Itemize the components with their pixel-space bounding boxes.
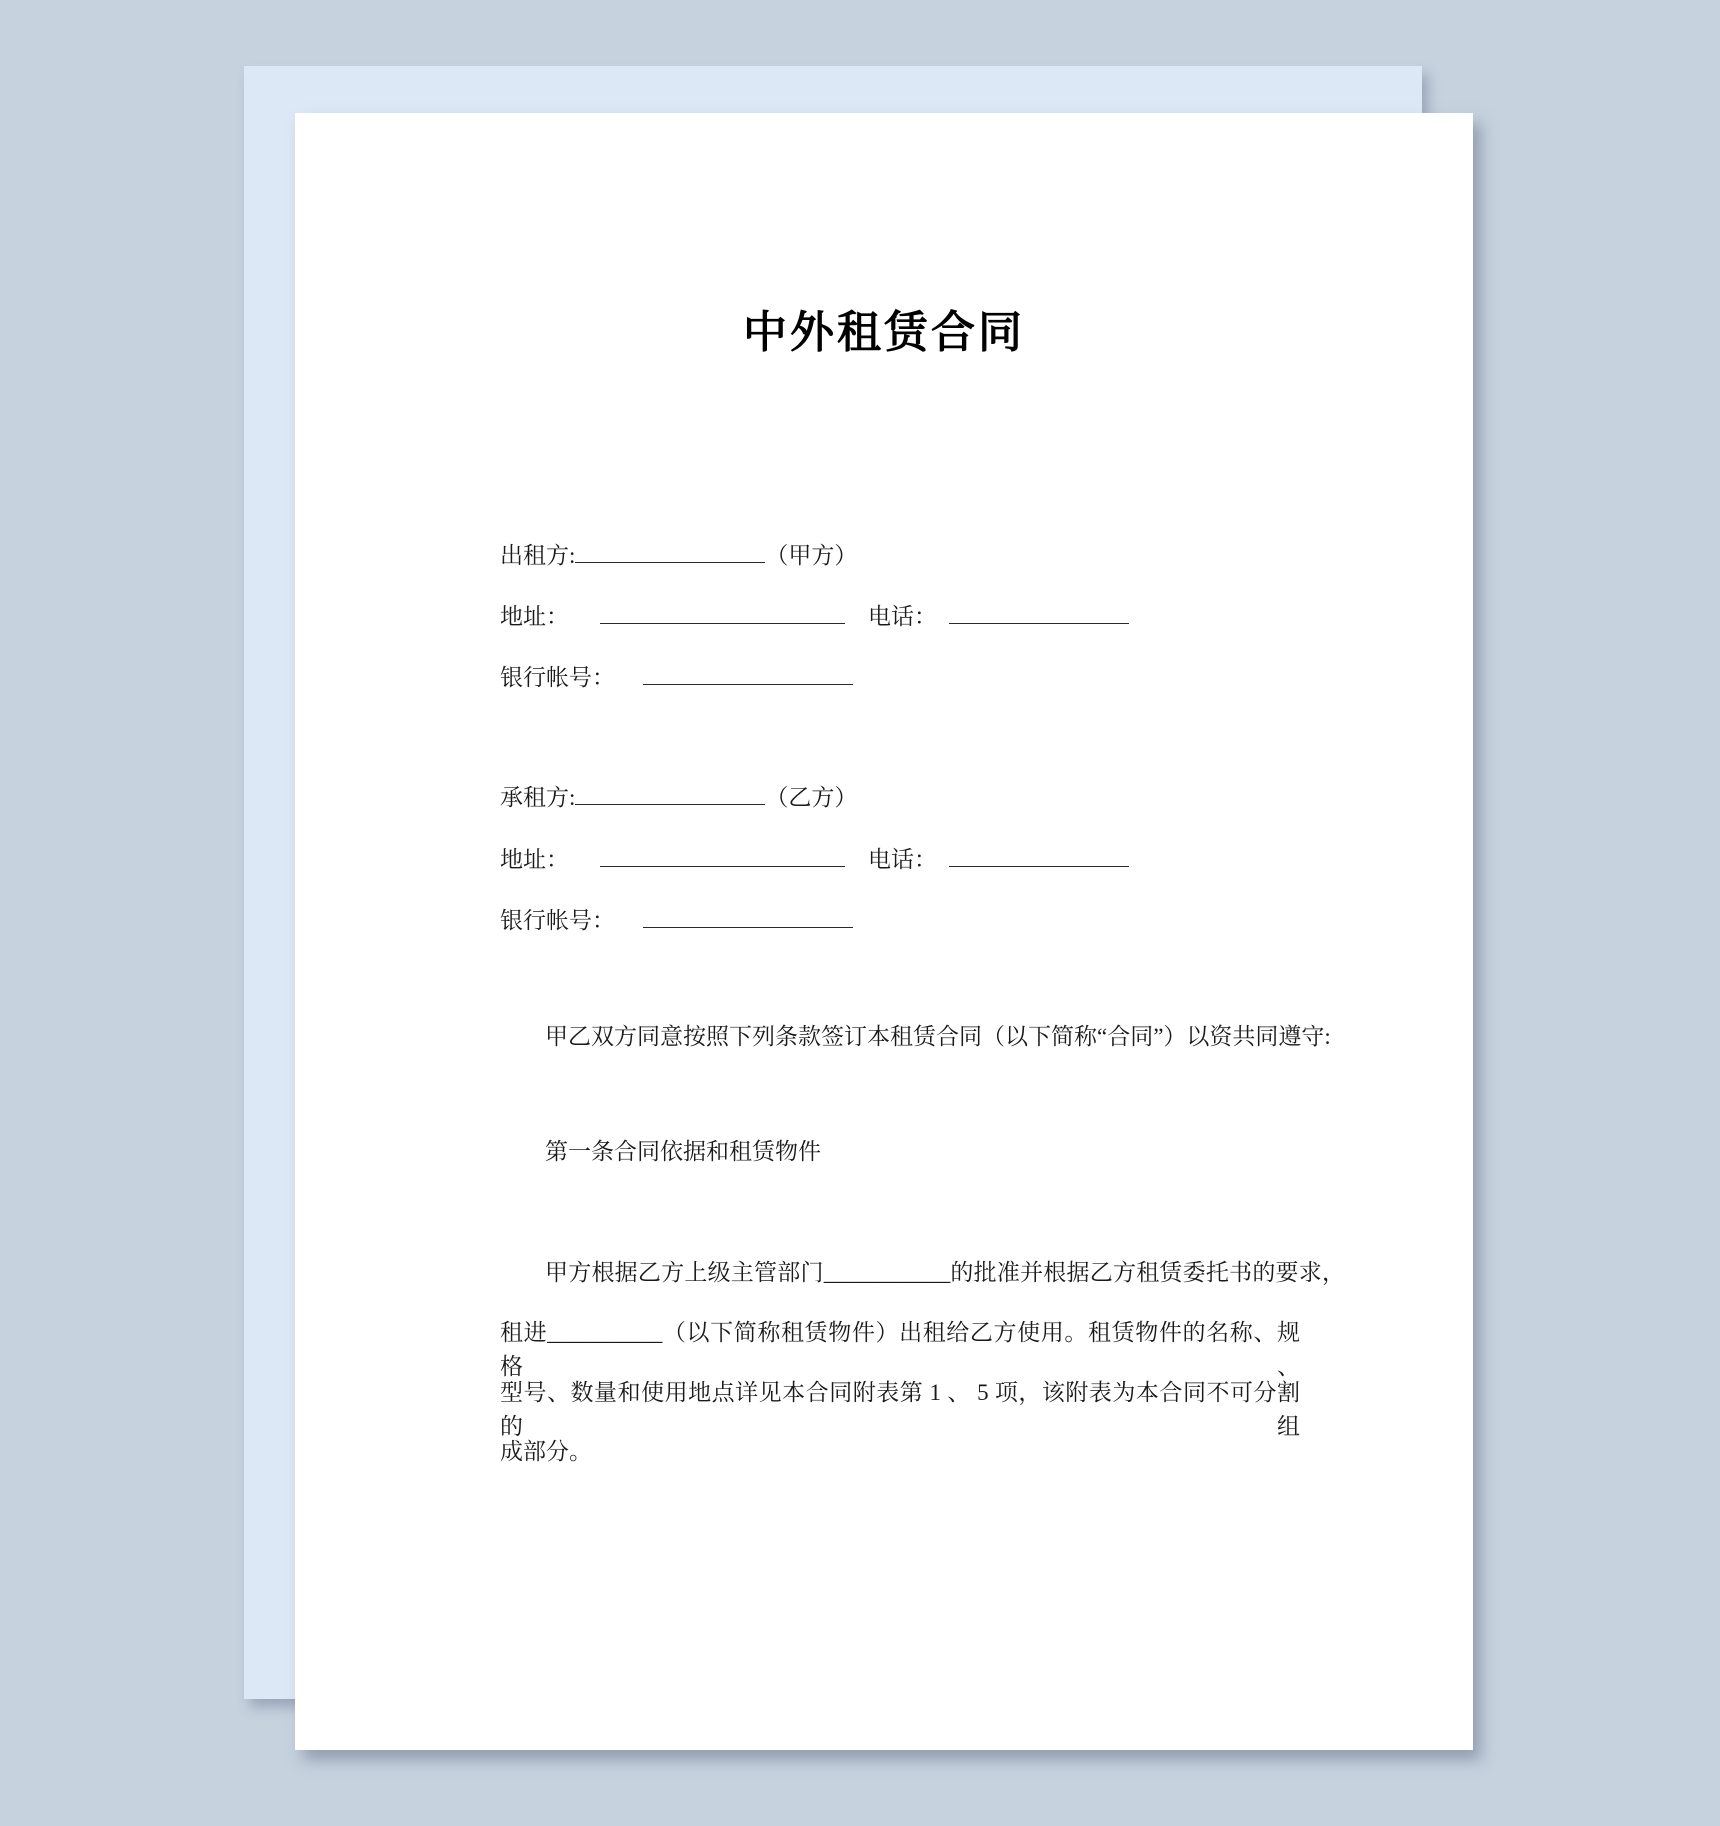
party-b-address-blank-line bbox=[600, 840, 845, 867]
party-a-phone-label: 电话： bbox=[868, 604, 937, 629]
party-b-bank-label: 银行帐号： bbox=[500, 908, 615, 933]
party-b-name-blank-line bbox=[575, 778, 765, 805]
intro-paragraph: 甲乙双方同意按照下列条款签订本租赁合同（以下简称“合同”）以资共同遵守: bbox=[545, 1024, 1331, 1049]
clause-1-line-3: 型号、数量和使用地点详见本合同附表第 1 、 5 项，该附表为本合同不可分割的组 bbox=[500, 1380, 1300, 1439]
clause-1-line-1: 甲方根据乙方上级主管部门___________的批准并根据乙方租赁委托书的要求， bbox=[545, 1260, 1345, 1285]
party-a-bank-row bbox=[500, 658, 1300, 695]
party-b-address-phone-row bbox=[500, 840, 1300, 877]
party-b-bank-row bbox=[500, 901, 1300, 938]
party-a-address-label: 地址： bbox=[500, 604, 569, 629]
party-a-bank-blank-line bbox=[643, 658, 853, 685]
clause-1-line-2: 租进__________（以下简称租赁物件）出租给乙方使用。租赁物件的名称、规格、 bbox=[500, 1320, 1300, 1379]
document-page bbox=[295, 113, 1473, 1750]
party-b-bank-blank-line bbox=[643, 901, 853, 928]
party-b-name-suffix: （乙方） bbox=[765, 785, 858, 810]
party-a-name-suffix: （甲方） bbox=[765, 543, 858, 568]
party-a-name-blank-line bbox=[575, 536, 765, 563]
party-a-phone-blank-line bbox=[949, 597, 1129, 624]
document-title: 中外租赁合同 bbox=[743, 308, 1025, 357]
party-b-name-label: 承租方: bbox=[500, 785, 576, 810]
party-b-phone-label: 电话： bbox=[868, 847, 937, 872]
clause-1-line-4: 成部分。 bbox=[500, 1439, 592, 1464]
party-b-address-label: 地址： bbox=[500, 847, 569, 872]
party-a-address-blank-line bbox=[600, 597, 845, 624]
party-a-name-row bbox=[500, 536, 1300, 573]
party-b-phone-blank-line bbox=[949, 840, 1129, 867]
party-a-address-phone-row bbox=[500, 597, 1300, 634]
clause-1-heading: 第一条合同依据和租赁物件 bbox=[545, 1139, 821, 1164]
party-b-name-row bbox=[500, 778, 1300, 815]
party-a-bank-label: 银行帐号： bbox=[500, 665, 615, 690]
party-a-name-label: 出租方: bbox=[500, 543, 576, 568]
